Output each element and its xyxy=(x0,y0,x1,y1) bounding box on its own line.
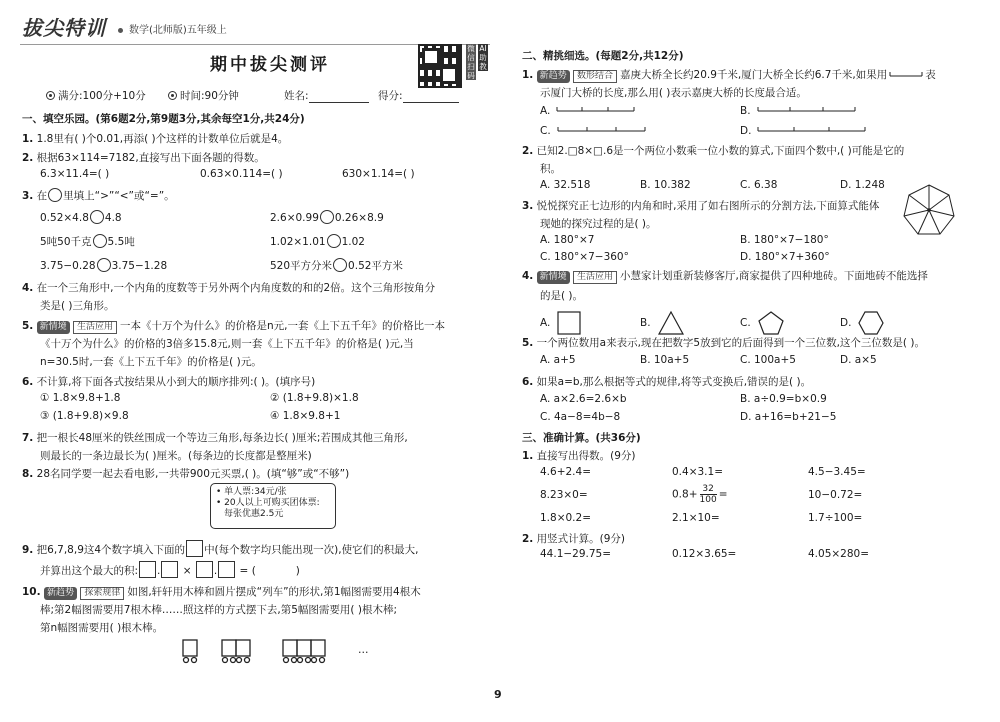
time-text: 时间:90分钟 xyxy=(180,90,239,102)
wheel-icon xyxy=(223,658,228,663)
question-number: 4. xyxy=(22,282,34,294)
question-1-9-line2: 并算出这个最大的积: . × . = ( ) xyxy=(40,561,300,578)
answer-circle[interactable] xyxy=(90,210,104,224)
category-tag: 数形结合 xyxy=(573,70,617,83)
q2-4-option-c[interactable] xyxy=(740,310,785,336)
compare-row xyxy=(270,234,365,248)
segment-option-c xyxy=(557,124,647,134)
ticket-group-note: • 20人以上可购买团体票: xyxy=(216,498,320,508)
new-trend-tag: 新趋势 xyxy=(537,70,570,83)
answer-circle[interactable] xyxy=(320,210,334,224)
wheel-icon xyxy=(298,658,303,663)
qr-label: 微信扫码 xyxy=(467,44,475,80)
question-1-6 xyxy=(22,374,315,389)
answer-circle[interactable] xyxy=(327,234,341,248)
wheel-icon xyxy=(192,658,197,663)
q2-5-option-c[interactable]: C. 100a+5 xyxy=(740,354,796,366)
option-letter: A. xyxy=(540,105,551,117)
pentagon-tile-icon xyxy=(757,310,785,336)
heptagon-figure xyxy=(901,182,957,238)
question-text: 一个两位数用a来表示,现在把数字5放到它的后面得到一个三位数,这个三位数是( )。 xyxy=(536,337,925,349)
name-field[interactable] xyxy=(284,88,369,103)
wheel-icon xyxy=(306,658,311,663)
q2-2-option-b[interactable]: B. 10.382 xyxy=(640,179,691,191)
wheel-icon xyxy=(231,658,236,663)
train-car-2b xyxy=(236,640,250,656)
train-pattern-figure xyxy=(180,636,350,666)
question-text: 如果a=b,那么根据等式的规律,将等式变换后,错误的是( )。 xyxy=(536,376,812,388)
wheel-icon xyxy=(284,658,289,663)
question-number: 3. xyxy=(22,190,34,202)
answer-box[interactable] xyxy=(218,561,235,578)
compare-left: 2.6×0.99 xyxy=(270,212,319,224)
calc-item: 1.7÷100= xyxy=(808,512,863,524)
q2-4-option-a[interactable] xyxy=(540,310,582,336)
wheel-icon xyxy=(292,658,297,663)
question-number: 3. xyxy=(522,200,534,212)
section-2-heading: 二、精挑细选。(每题2分,共12分) xyxy=(522,50,684,62)
compare-row xyxy=(270,210,384,224)
question-2-4-line2: 的是( )。 xyxy=(540,290,584,302)
question-text: 根据63×114=7182,直接写出下面各题的得数。 xyxy=(36,152,265,164)
segment-option-b xyxy=(757,104,857,114)
question-text-post: 里填上“>”“<”或“=”。 xyxy=(63,190,175,202)
question-number: 8. xyxy=(22,468,34,480)
calc-item: 4.5−3.45= xyxy=(808,466,866,478)
target-icon xyxy=(46,91,55,100)
bullet-icon xyxy=(118,28,123,33)
compare-left: 520平方分米 xyxy=(270,260,333,272)
score-field[interactable] xyxy=(378,88,459,103)
question-text: 如图,轩轩用木棒和圆片摆成“列车”的形状,第1幅图需要用4根木 xyxy=(127,586,421,598)
compare-right: 3.75−1.28 xyxy=(111,260,168,272)
question-1-1 xyxy=(22,131,288,146)
train-car-2a xyxy=(222,640,236,656)
question-text: 小慧家计划重新装修客厅,商家提供了四种地砖。下面地砖不能选择 xyxy=(620,270,928,282)
subtitle-text: 数学(北师版)五年级上 xyxy=(129,25,227,36)
category-tag: 探索规律 xyxy=(80,587,124,600)
calc-item: 1.8×0.2= xyxy=(540,512,591,524)
answer-circle[interactable] xyxy=(333,258,347,272)
pattern-ellipsis: … xyxy=(358,644,369,656)
equals-sign: = xyxy=(718,488,728,501)
segment-option-d xyxy=(757,124,867,134)
section-1-heading: 一、填空乐园。(第6题2分,第9题3分,其余每空1分,共24分) xyxy=(22,113,305,125)
compare-right: 1.02 xyxy=(341,236,365,248)
full-score-text: 满分:100分+10分 xyxy=(58,90,146,102)
option-letter: B. xyxy=(740,105,751,117)
brand-logo: 拔尖特训 xyxy=(22,16,106,40)
wheel-icon xyxy=(245,658,250,663)
question-2-4 xyxy=(522,268,928,284)
option-letter: B. xyxy=(640,317,651,329)
question-number: 1. xyxy=(522,69,534,81)
answer-box[interactable] xyxy=(186,540,203,557)
question-1-5-line3: n=30.5时,一套《上下五千年》的价格是( )元。 xyxy=(40,356,262,368)
question-2-1-line2: 示厦门大桥的长度,那么用( )表示嘉庚大桥的长度最合适。 xyxy=(540,87,807,99)
q2-4-option-d[interactable] xyxy=(840,310,885,336)
full-score-info xyxy=(46,88,146,103)
question-number: 6. xyxy=(22,376,34,388)
calc-item: 2.1×10= xyxy=(672,512,720,524)
q6-option-3: ③ (1.8+9.8)×9.8 xyxy=(40,410,129,422)
calc-item-fraction xyxy=(672,484,728,505)
question-number: 4. xyxy=(522,270,534,282)
compare-right: 0.26×8.9 xyxy=(334,212,384,224)
compare-right: 0.52平方米 xyxy=(348,260,403,272)
time-info xyxy=(168,88,239,103)
q2-2-option-c[interactable]: C. 6.38 xyxy=(740,179,778,191)
q2-5-option-d[interactable]: D. a×5 xyxy=(840,354,877,366)
wheel-icon xyxy=(312,658,317,663)
question-text-cont: 中(每个数字均只能出现一次),使它们的积最大, xyxy=(204,544,419,556)
q2-1-option-c[interactable] xyxy=(540,124,647,137)
q6-option-4: ④ 1.8×9.8+1 xyxy=(270,410,341,422)
page-title: 期中拔尖测评 xyxy=(210,55,330,75)
question-1-4 xyxy=(22,280,435,295)
option-letter: D. xyxy=(840,317,852,329)
q6-option-1: ① 1.8×9.8+1.8 xyxy=(40,392,121,404)
q2-6-option-a[interactable]: A. a×2.6=2.6×b xyxy=(540,393,627,405)
q2-3-option-b[interactable]: B. 180°×7−180° xyxy=(740,234,829,246)
answer-circle[interactable] xyxy=(48,188,62,202)
q2-item-2: 0.63×0.114=( ) xyxy=(200,168,283,180)
calc-item: 0.4×3.1= xyxy=(672,466,723,478)
question-1-10 xyxy=(22,584,421,600)
question-number: 5. xyxy=(522,337,534,349)
question-1-5-line2: 《十万个为什么》的价格的3倍多15.8元,则一套《上下五千年》的价格是( )元,当 xyxy=(40,338,414,350)
question-text: 把一根长48厘米的铁丝围成一个等边三角形,每条边长( )厘米;若围成其他三角形, xyxy=(36,432,408,444)
category-tag: 生活应用 xyxy=(73,321,117,334)
fraction-denominator: 100 xyxy=(699,495,717,505)
new-context-tag: 新情境 xyxy=(537,271,570,284)
answer-box[interactable] xyxy=(196,561,213,578)
question-2-5 xyxy=(522,335,925,350)
question-text: 一本《十万个为什么》的价格是n元,一套《上下五千年》的价格比一本 xyxy=(120,320,446,332)
compare-left: 1.02×1.01 xyxy=(270,236,326,248)
q2-item-1: 6.3×11.4=( ) xyxy=(40,168,110,180)
question-1-7-line2: 则最长的一条边最长为( )厘米。(每条边的长度都是整厘米) xyxy=(40,450,312,462)
question-text: 28名同学要一起去看电影,一共带900元买票,( )。(填“够”或“不够”) xyxy=(36,468,350,480)
page-number: 9 xyxy=(494,688,502,701)
question-number: 2. xyxy=(522,145,534,157)
segment-option-a xyxy=(556,104,636,114)
answer-box[interactable] xyxy=(139,561,156,578)
q2-6-option-c[interactable]: C. 4a−8=4b−8 xyxy=(540,411,621,423)
question-2-3-line2: 现她的探究过程的是( )。 xyxy=(540,218,657,230)
question-2-2-line2: 积。 xyxy=(540,163,561,175)
name-blank[interactable] xyxy=(309,93,369,103)
ticket-price-card xyxy=(210,483,336,529)
q2-2-option-d[interactable]: D. 1.248 xyxy=(840,179,885,191)
vertical-calc-item: 44.1−29.75= xyxy=(540,548,612,560)
question-2-1 xyxy=(522,67,936,83)
answer-box[interactable] xyxy=(161,561,178,578)
compare-row xyxy=(40,210,122,224)
target-icon xyxy=(168,91,177,100)
question-1-8 xyxy=(22,466,349,481)
question-text: 并算出这个最大的积: xyxy=(40,565,139,577)
hexagon-tile-icon xyxy=(857,310,885,336)
question-text-pre: 在 xyxy=(36,190,48,202)
train-car-1 xyxy=(183,640,197,656)
option-letter: A. xyxy=(540,317,551,329)
q2-5-option-a[interactable]: A. a+5 xyxy=(540,354,576,366)
q2-5-option-b[interactable]: B. 10a+5 xyxy=(640,354,690,366)
question-text: 不计算,将下面各式按结果从小到大的顺序排列:( )。(填序号) xyxy=(36,376,316,388)
train-car-3b xyxy=(297,640,311,656)
fraction-prefix: 0.8+ xyxy=(672,488,698,501)
question-number: 2. xyxy=(22,152,34,164)
question-1-10-line3: 第n幅图需要用( )根木棒。 xyxy=(40,622,164,634)
new-trend-tag: 新趋势 xyxy=(44,587,77,600)
compare-right: 5.5吨 xyxy=(107,236,135,248)
question-text: 直接写出得数。(9分) xyxy=(536,450,636,462)
answer-circle[interactable] xyxy=(97,258,111,272)
question-number: 1. xyxy=(22,133,34,145)
wheel-icon xyxy=(184,658,189,663)
question-number: 7. xyxy=(22,432,34,444)
question-number: 2. xyxy=(522,533,534,545)
question-text-cont: 表 xyxy=(925,69,936,81)
book-subtitle xyxy=(118,21,227,36)
q2-6-option-d[interactable]: D. a+16=b+21−5 xyxy=(740,411,837,423)
calc-item: 8.23×0= xyxy=(540,489,588,501)
question-2-2 xyxy=(522,143,904,158)
q2-4-option-b[interactable] xyxy=(640,310,685,336)
question-text: 悦悦探究正七边形的内角和时,采用了如右图所示的分割方法,下面算式能体 xyxy=(536,200,880,212)
segment-icon xyxy=(889,69,923,79)
option-letter: C. xyxy=(540,125,551,137)
triangle-tile-icon xyxy=(657,310,685,336)
wheel-icon xyxy=(320,658,325,663)
question-text: 1.8里有( )个0.01,再添( )个这样的计数单位后就是4。 xyxy=(36,133,289,145)
question-1-10-line2: 棒;第2幅图需要用7根木棒……照这样的方式摆下去,第5幅图需要用( )根木棒; xyxy=(40,604,397,616)
compare-left: 3.75−0.28 xyxy=(40,260,96,272)
train-car-3a xyxy=(283,640,297,656)
option-letter: C. xyxy=(740,317,751,329)
score-label: 得分: xyxy=(378,90,403,102)
question-text: 用竖式计算。(9分) xyxy=(536,533,626,545)
ticket-single-price: • 单人票:34元/张 xyxy=(216,487,287,497)
q2-3-option-c[interactable]: C. 180°×7−360° xyxy=(540,251,629,263)
ticket-discount: 每张优惠2.5元 xyxy=(224,509,284,519)
category-tag: 生活应用 xyxy=(573,271,617,284)
q2-item-3: 630×1.14=( ) xyxy=(342,168,415,180)
question-text: 在一个三角形中,一个内角的度数等于另外两个内角度数的和的2倍。这个三角形按角分 xyxy=(36,282,436,294)
question-1-5 xyxy=(22,318,445,334)
q2-3-option-a[interactable]: A. 180°×7 xyxy=(540,234,595,246)
answer-circle[interactable] xyxy=(93,234,107,248)
wheel-icon xyxy=(237,658,242,663)
q2-1-option-d[interactable] xyxy=(740,124,867,137)
score-blank[interactable] xyxy=(403,93,459,103)
question-number: 10. xyxy=(22,586,41,598)
fraction xyxy=(700,484,717,505)
calc-item: 10−0.72= xyxy=(808,489,863,501)
compare-row xyxy=(270,258,403,273)
question-number: 6. xyxy=(522,376,534,388)
question-3-2 xyxy=(522,531,625,546)
train-car-3c xyxy=(311,640,325,656)
q2-3-option-d[interactable]: D. 180°×7+360° xyxy=(740,251,830,263)
qr-code-icon[interactable] xyxy=(418,44,462,88)
q6-option-2: ② (1.8+9.8)×1.8 xyxy=(270,392,359,404)
question-number: 1. xyxy=(522,450,534,462)
question-text: 嘉庚大桥全长约20.9千米,厦门大桥全长约6.7千米,如果用 xyxy=(620,69,888,81)
new-context-tag: 新情境 xyxy=(37,321,70,334)
compare-row xyxy=(40,258,167,272)
question-1-7 xyxy=(22,430,408,445)
question-number: 5. xyxy=(22,320,34,332)
q2-6-option-b[interactable]: B. a÷0.9=b×0.9 xyxy=(740,393,827,405)
question-text: 已知2.□8×□.6是一个两位小数乘一位小数的算式,下面四个数中,( )可能是它的 xyxy=(536,145,905,157)
fraction-numerator: 32 xyxy=(700,484,717,495)
name-label: 姓名: xyxy=(284,90,309,102)
compare-left: 0.52×4.8 xyxy=(40,212,89,224)
question-number: 9. xyxy=(22,544,34,556)
question-1-9 xyxy=(22,540,418,557)
question-1-2 xyxy=(22,150,265,165)
q2-2-option-a[interactable]: A. 32.518 xyxy=(540,179,591,191)
question-1-4-line2: 类是( )三角形。 xyxy=(40,300,115,312)
question-1-3 xyxy=(22,188,175,203)
ai-label: AI助教 xyxy=(479,44,487,71)
compare-row xyxy=(40,234,135,249)
q2-1-option-a[interactable] xyxy=(540,104,636,117)
section-3-heading: 三、准确计算。(共36分) xyxy=(522,432,641,444)
question-3-1 xyxy=(522,448,636,463)
compare-right: 4.8 xyxy=(104,212,122,224)
compare-left: 5吨50千克 xyxy=(40,236,92,248)
calc-item: 4.6+2.4= xyxy=(540,466,591,478)
option-letter: D. xyxy=(740,125,752,137)
question-text: 把6,7,8,9这4个数字填入下面的 xyxy=(36,544,186,556)
vertical-calc-item: 4.05×280= xyxy=(808,548,870,560)
vertical-calc-item: 0.12×3.65= xyxy=(672,548,737,560)
question-2-6 xyxy=(522,374,811,389)
square-tile-icon xyxy=(556,310,582,336)
q2-1-option-b[interactable] xyxy=(740,104,857,117)
question-2-3 xyxy=(522,198,879,213)
